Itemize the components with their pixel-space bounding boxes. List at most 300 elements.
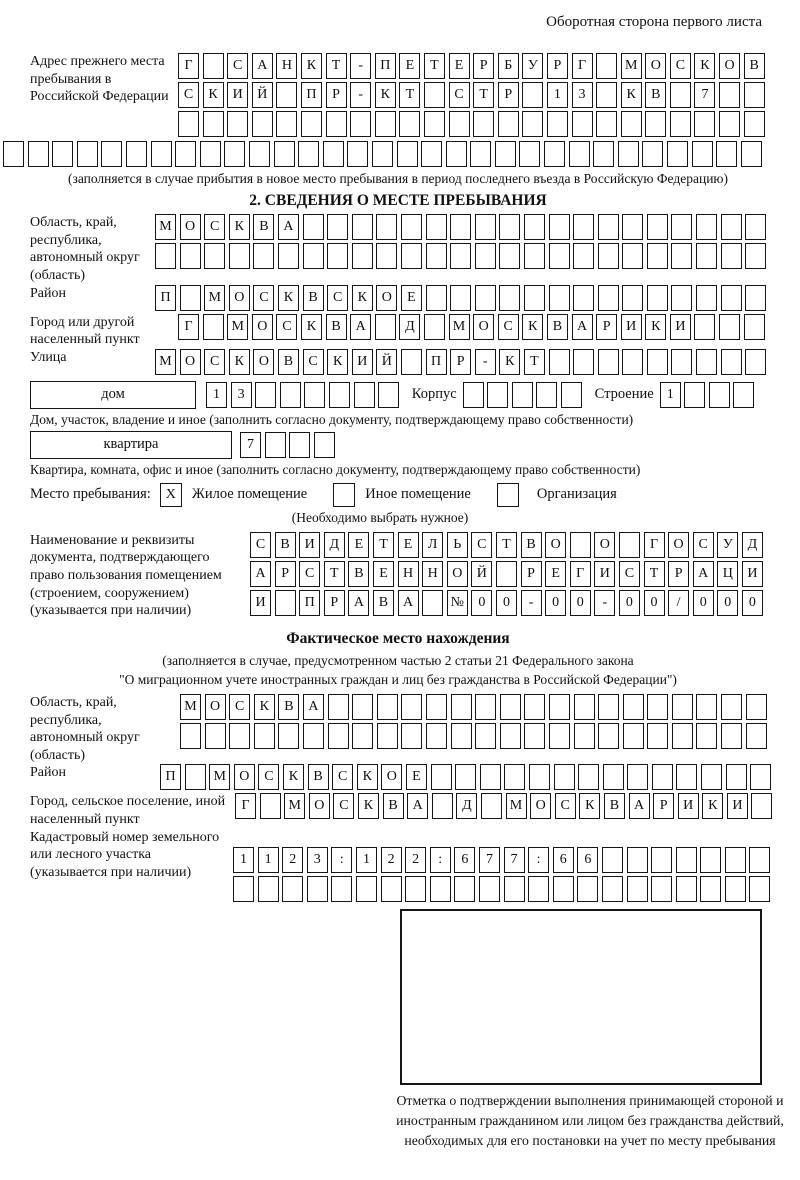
char-cell[interactable]: 0 [693, 590, 714, 616]
char-cell[interactable] [101, 141, 122, 167]
char-cell[interactable] [622, 349, 643, 375]
char-cell[interactable] [203, 53, 224, 79]
char-cell[interactable]: С [449, 82, 470, 108]
checkbox-residential[interactable]: X [160, 483, 182, 507]
char-cell[interactable]: О [719, 53, 740, 79]
char-cell[interactable]: О [381, 764, 402, 790]
char-cell[interactable] [475, 285, 496, 311]
char-cell[interactable]: М [180, 694, 201, 720]
char-cell[interactable] [352, 694, 373, 720]
char-cell[interactable] [487, 382, 508, 408]
char-cell[interactable] [205, 723, 226, 749]
char-cell[interactable] [372, 141, 393, 167]
char-cell[interactable] [721, 723, 742, 749]
char-cell[interactable]: Г [235, 793, 256, 819]
char-cell[interactable] [475, 243, 496, 269]
char-cell[interactable] [651, 847, 672, 873]
char-cell[interactable] [475, 723, 496, 749]
char-cell[interactable]: 6 [577, 847, 598, 873]
char-cell[interactable]: С [253, 285, 274, 311]
char-cell[interactable]: А [398, 590, 419, 616]
char-cell[interactable] [323, 141, 344, 167]
char-cell[interactable] [375, 111, 396, 137]
char-cell[interactable] [721, 243, 742, 269]
char-cell[interactable] [455, 764, 476, 790]
char-cell[interactable]: К [352, 285, 373, 311]
char-cell[interactable]: 1 [547, 82, 568, 108]
char-cell[interactable] [745, 214, 766, 240]
char-cell[interactable]: В [521, 532, 542, 558]
char-cell[interactable] [642, 141, 663, 167]
char-cell[interactable] [282, 876, 303, 902]
char-cell[interactable]: Р [596, 314, 617, 340]
char-cell[interactable] [405, 876, 426, 902]
char-cell[interactable]: О [234, 764, 255, 790]
char-cell[interactable] [621, 111, 642, 137]
char-cell[interactable]: К [327, 349, 348, 375]
char-cell[interactable] [421, 141, 442, 167]
char-cell[interactable] [512, 382, 533, 408]
char-cell[interactable] [276, 111, 297, 137]
char-cell[interactable] [652, 764, 673, 790]
char-cell[interactable] [549, 694, 570, 720]
char-cell[interactable]: О [594, 532, 615, 558]
char-cell[interactable]: Е [545, 561, 566, 587]
char-cell[interactable]: Р [450, 349, 471, 375]
char-cell[interactable]: Е [449, 53, 470, 79]
char-cell[interactable] [696, 214, 717, 240]
char-cell[interactable] [224, 141, 245, 167]
char-cell[interactable] [578, 764, 599, 790]
char-cell[interactable]: Р [547, 53, 568, 79]
char-cell[interactable] [647, 723, 668, 749]
char-cell[interactable]: К [702, 793, 723, 819]
char-cell[interactable]: С [471, 532, 492, 558]
char-cell[interactable]: Т [326, 53, 347, 79]
char-cell[interactable] [721, 285, 742, 311]
char-cell[interactable]: П [155, 285, 176, 311]
char-cell[interactable] [745, 285, 766, 311]
char-cell[interactable]: А [303, 694, 324, 720]
char-cell[interactable] [426, 285, 447, 311]
char-cell[interactable]: М [284, 793, 305, 819]
char-cell[interactable]: Л [422, 532, 443, 558]
char-cell[interactable] [746, 723, 767, 749]
char-cell[interactable] [671, 243, 692, 269]
char-cell[interactable] [750, 764, 771, 790]
char-cell[interactable] [422, 590, 443, 616]
char-cell[interactable] [347, 141, 368, 167]
char-cell[interactable] [573, 349, 594, 375]
char-cell[interactable]: С [327, 285, 348, 311]
char-cell[interactable]: 0 [570, 590, 591, 616]
char-cell[interactable] [229, 243, 250, 269]
char-cell[interactable]: 7 [479, 847, 500, 873]
char-cell[interactable] [249, 141, 270, 167]
char-cell[interactable]: Р [653, 793, 674, 819]
char-cell[interactable] [623, 723, 644, 749]
char-cell[interactable] [401, 349, 422, 375]
char-cell[interactable] [596, 111, 617, 137]
char-cell[interactable]: 3 [231, 382, 252, 408]
char-cell[interactable]: 3 [307, 847, 328, 873]
char-cell[interactable] [200, 141, 221, 167]
char-cell[interactable]: М [155, 214, 176, 240]
char-cell[interactable] [432, 793, 453, 819]
char-cell[interactable] [424, 314, 445, 340]
char-cell[interactable] [155, 243, 176, 269]
char-cell[interactable] [561, 382, 582, 408]
char-cell[interactable] [424, 111, 445, 137]
char-cell[interactable]: А [278, 214, 299, 240]
char-cell[interactable] [451, 694, 472, 720]
char-cell[interactable]: Й [376, 349, 397, 375]
checkbox-organization[interactable] [497, 483, 519, 507]
char-cell[interactable]: С [250, 532, 271, 558]
char-cell[interactable]: С [333, 793, 354, 819]
char-cell[interactable]: В [547, 314, 568, 340]
char-cell[interactable] [684, 382, 705, 408]
char-cell[interactable]: Н [276, 53, 297, 79]
char-cell[interactable] [463, 382, 484, 408]
char-cell[interactable] [549, 243, 570, 269]
char-cell[interactable]: К [621, 82, 642, 108]
char-cell[interactable] [350, 111, 371, 137]
char-cell[interactable] [667, 141, 688, 167]
char-cell[interactable] [598, 214, 619, 240]
char-cell[interactable] [328, 694, 349, 720]
char-cell[interactable]: И [621, 314, 642, 340]
char-cell[interactable]: Т [324, 561, 345, 587]
char-cell[interactable] [726, 764, 747, 790]
char-cell[interactable]: П [375, 53, 396, 79]
char-cell[interactable]: : [430, 847, 451, 873]
char-cell[interactable]: К [358, 793, 379, 819]
char-cell[interactable] [265, 432, 286, 458]
char-cell[interactable] [676, 764, 697, 790]
char-cell[interactable] [593, 141, 614, 167]
char-cell[interactable]: Р [275, 561, 296, 587]
char-cell[interactable] [378, 382, 399, 408]
char-cell[interactable]: К [301, 314, 322, 340]
char-cell[interactable] [258, 876, 279, 902]
char-cell[interactable] [721, 694, 742, 720]
char-cell[interactable] [499, 285, 520, 311]
char-cell[interactable] [647, 349, 668, 375]
char-cell[interactable]: О [668, 532, 689, 558]
char-cell[interactable] [529, 764, 550, 790]
char-cell[interactable]: 0 [717, 590, 738, 616]
char-cell[interactable]: Е [398, 532, 419, 558]
char-cell[interactable] [570, 532, 591, 558]
char-cell[interactable] [426, 243, 447, 269]
char-cell[interactable]: / [668, 590, 689, 616]
char-cell[interactable]: Т [496, 532, 517, 558]
char-cell[interactable] [733, 382, 754, 408]
char-cell[interactable]: В [253, 214, 274, 240]
char-cell[interactable] [672, 694, 693, 720]
char-cell[interactable] [602, 876, 623, 902]
char-cell[interactable]: - [350, 82, 371, 108]
char-cell[interactable] [426, 214, 447, 240]
char-cell[interactable] [151, 141, 172, 167]
char-cell[interactable] [622, 285, 643, 311]
char-cell[interactable] [328, 723, 349, 749]
char-cell[interactable]: К [229, 214, 250, 240]
char-cell[interactable] [692, 141, 713, 167]
char-cell[interactable] [598, 723, 619, 749]
char-cell[interactable]: В [383, 793, 404, 819]
char-cell[interactable] [52, 141, 73, 167]
char-cell[interactable] [676, 847, 697, 873]
char-cell[interactable]: Е [348, 532, 369, 558]
char-cell[interactable]: Н [398, 561, 419, 587]
char-cell[interactable]: 1 [233, 847, 254, 873]
char-cell[interactable]: М [449, 314, 470, 340]
char-cell[interactable] [307, 876, 328, 902]
char-cell[interactable]: П [426, 349, 447, 375]
char-cell[interactable]: И [678, 793, 699, 819]
char-cell[interactable]: О [309, 793, 330, 819]
char-cell[interactable]: 1 [258, 847, 279, 873]
char-cell[interactable]: С [498, 314, 519, 340]
char-cell[interactable] [573, 243, 594, 269]
char-cell[interactable] [721, 349, 742, 375]
char-cell[interactable] [233, 876, 254, 902]
char-cell[interactable] [352, 214, 373, 240]
char-cell[interactable] [426, 694, 447, 720]
char-cell[interactable]: - [521, 590, 542, 616]
char-cell[interactable]: 7 [694, 82, 715, 108]
char-cell[interactable]: О [376, 285, 397, 311]
char-cell[interactable]: Т [399, 82, 420, 108]
char-cell[interactable]: № [447, 590, 468, 616]
char-cell[interactable] [647, 214, 668, 240]
char-cell[interactable] [303, 214, 324, 240]
char-cell[interactable] [450, 243, 471, 269]
char-cell[interactable] [519, 141, 540, 167]
char-cell[interactable]: И [742, 561, 763, 587]
char-cell[interactable]: С [303, 349, 324, 375]
char-cell[interactable]: И [727, 793, 748, 819]
char-cell[interactable]: Д [399, 314, 420, 340]
char-cell[interactable] [598, 285, 619, 311]
char-cell[interactable] [696, 243, 717, 269]
char-cell[interactable] [524, 723, 545, 749]
char-cell[interactable] [401, 723, 422, 749]
char-cell[interactable]: А [350, 314, 371, 340]
char-cell[interactable]: В [744, 53, 765, 79]
char-cell[interactable] [694, 314, 715, 340]
char-cell[interactable]: О [229, 285, 250, 311]
char-cell[interactable] [495, 141, 516, 167]
char-cell[interactable] [180, 243, 201, 269]
char-cell[interactable]: К [579, 793, 600, 819]
char-cell[interactable] [376, 243, 397, 269]
char-cell[interactable]: Р [473, 53, 494, 79]
char-cell[interactable] [524, 694, 545, 720]
char-cell[interactable]: 1 [206, 382, 227, 408]
char-cell[interactable]: О [645, 53, 666, 79]
char-cell[interactable] [451, 723, 472, 749]
char-cell[interactable] [401, 694, 422, 720]
char-cell[interactable]: М [209, 764, 230, 790]
char-cell[interactable]: И [227, 82, 248, 108]
char-cell[interactable] [574, 694, 595, 720]
char-cell[interactable]: К [499, 349, 520, 375]
char-cell[interactable] [524, 243, 545, 269]
char-cell[interactable] [500, 694, 521, 720]
char-cell[interactable]: Е [401, 285, 422, 311]
char-cell[interactable]: 7 [240, 432, 261, 458]
char-cell[interactable]: С [204, 349, 225, 375]
char-cell[interactable]: П [160, 764, 181, 790]
char-cell[interactable]: К [278, 285, 299, 311]
char-cell[interactable] [255, 382, 276, 408]
char-cell[interactable] [618, 141, 639, 167]
char-cell[interactable] [126, 141, 147, 167]
char-cell[interactable] [426, 723, 447, 749]
char-cell[interactable] [651, 876, 672, 902]
char-cell[interactable] [672, 723, 693, 749]
char-cell[interactable]: Й [252, 82, 273, 108]
char-cell[interactable]: Е [399, 53, 420, 79]
char-cell[interactable] [745, 243, 766, 269]
char-cell[interactable] [377, 694, 398, 720]
char-cell[interactable]: О [530, 793, 551, 819]
char-cell[interactable]: 7 [504, 847, 525, 873]
char-cell[interactable]: О [253, 349, 274, 375]
char-cell[interactable]: Т [644, 561, 665, 587]
char-cell[interactable]: О [545, 532, 566, 558]
char-cell[interactable] [671, 214, 692, 240]
char-cell[interactable]: С [670, 53, 691, 79]
char-cell[interactable] [569, 141, 590, 167]
char-cell[interactable]: Т [373, 532, 394, 558]
char-cell[interactable] [450, 285, 471, 311]
char-cell[interactable] [700, 847, 721, 873]
char-cell[interactable]: И [250, 590, 271, 616]
char-cell[interactable] [549, 285, 570, 311]
char-cell[interactable]: 2 [381, 847, 402, 873]
char-cell[interactable]: И [299, 532, 320, 558]
char-cell[interactable]: Р [521, 561, 542, 587]
char-cell[interactable]: У [522, 53, 543, 79]
char-cell[interactable]: Т [473, 82, 494, 108]
char-cell[interactable]: О [180, 349, 201, 375]
char-cell[interactable] [203, 314, 224, 340]
char-cell[interactable] [524, 285, 545, 311]
char-cell[interactable] [676, 876, 697, 902]
char-cell[interactable]: А [348, 590, 369, 616]
char-cell[interactable]: С [229, 694, 250, 720]
char-cell[interactable]: 0 [496, 590, 517, 616]
char-cell[interactable]: К [522, 314, 543, 340]
char-cell[interactable]: В [348, 561, 369, 587]
char-cell[interactable]: Ь [447, 532, 468, 558]
char-cell[interactable] [499, 243, 520, 269]
char-cell[interactable] [480, 764, 501, 790]
char-cell[interactable] [746, 694, 767, 720]
char-cell[interactable] [28, 141, 49, 167]
char-cell[interactable]: К [283, 764, 304, 790]
char-cell[interactable]: К [254, 694, 275, 720]
char-cell[interactable]: С [178, 82, 199, 108]
char-cell[interactable]: В [278, 349, 299, 375]
char-cell[interactable]: В [604, 793, 625, 819]
char-cell[interactable] [276, 82, 297, 108]
char-cell[interactable] [553, 876, 574, 902]
char-cell[interactable] [574, 723, 595, 749]
char-cell[interactable]: Р [498, 82, 519, 108]
char-cell[interactable]: С [555, 793, 576, 819]
char-cell[interactable]: В [275, 532, 296, 558]
char-cell[interactable] [700, 876, 721, 902]
char-cell[interactable] [3, 141, 24, 167]
char-cell[interactable] [751, 793, 772, 819]
char-cell[interactable] [671, 349, 692, 375]
char-cell[interactable]: А [572, 314, 593, 340]
char-cell[interactable] [274, 141, 295, 167]
char-cell[interactable] [449, 111, 470, 137]
char-cell[interactable] [619, 532, 640, 558]
char-cell[interactable] [524, 214, 545, 240]
char-cell[interactable] [278, 723, 299, 749]
char-cell[interactable] [547, 111, 568, 137]
char-cell[interactable] [647, 285, 668, 311]
char-cell[interactable] [475, 694, 496, 720]
char-cell[interactable] [356, 876, 377, 902]
char-cell[interactable] [473, 111, 494, 137]
char-cell[interactable] [744, 82, 765, 108]
char-cell[interactable] [203, 111, 224, 137]
char-cell[interactable] [496, 561, 517, 587]
char-cell[interactable] [289, 432, 310, 458]
char-cell[interactable]: Г [178, 53, 199, 79]
char-cell[interactable]: М [621, 53, 642, 79]
char-cell[interactable]: 6 [454, 847, 475, 873]
char-cell[interactable] [696, 723, 717, 749]
char-cell[interactable] [749, 876, 770, 902]
char-cell[interactable] [741, 141, 762, 167]
char-cell[interactable] [252, 111, 273, 137]
char-cell[interactable] [204, 243, 225, 269]
char-cell[interactable] [470, 141, 491, 167]
char-cell[interactable] [598, 349, 619, 375]
char-cell[interactable] [670, 82, 691, 108]
char-cell[interactable]: Ц [717, 561, 738, 587]
char-cell[interactable] [549, 723, 570, 749]
char-cell[interactable] [719, 314, 740, 340]
char-cell[interactable] [481, 793, 502, 819]
char-cell[interactable] [554, 764, 575, 790]
char-cell[interactable] [596, 53, 617, 79]
char-cell[interactable]: А [693, 561, 714, 587]
char-cell[interactable]: О [205, 694, 226, 720]
char-cell[interactable]: Р [668, 561, 689, 587]
char-cell[interactable] [280, 382, 301, 408]
char-cell[interactable] [572, 111, 593, 137]
char-cell[interactable]: М [227, 314, 248, 340]
char-cell[interactable]: П [301, 82, 322, 108]
char-cell[interactable]: Т [524, 349, 545, 375]
char-cell[interactable] [749, 847, 770, 873]
char-cell[interactable]: - [594, 590, 615, 616]
char-cell[interactable]: П [299, 590, 320, 616]
char-cell[interactable] [431, 764, 452, 790]
char-cell[interactable]: С [693, 532, 714, 558]
char-cell[interactable]: К [694, 53, 715, 79]
